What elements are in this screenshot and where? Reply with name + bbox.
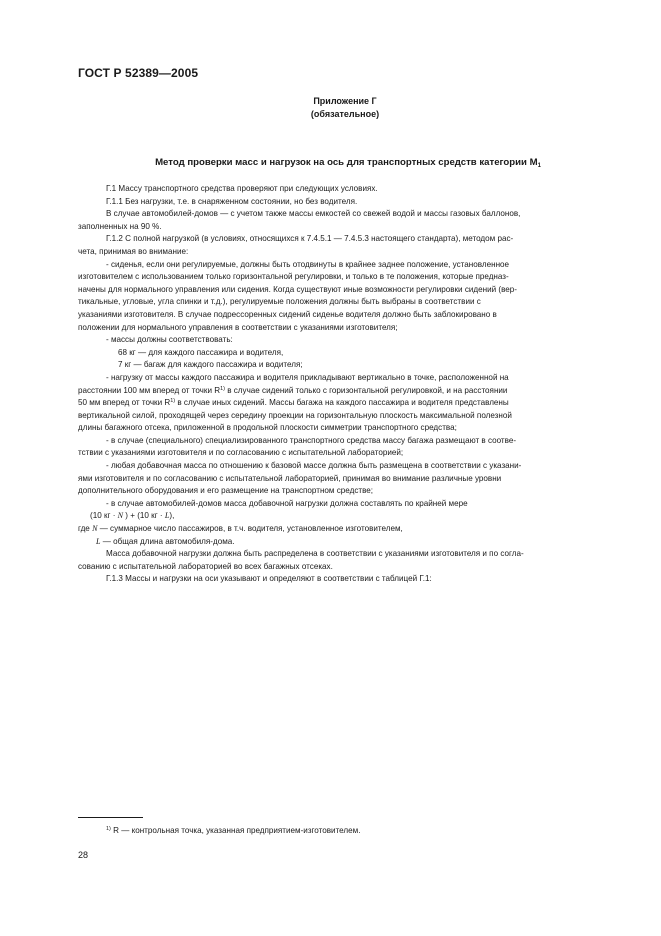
footnote-separator [78,817,143,818]
list-item-line: - в случае автомобилей-домов масса добавочной нагрузки должна составлять по крайней мере [106,498,468,508]
formula-part: ), [169,511,175,521]
footnote-text: R — контрольная точка, указанная предприятием-изготовителем. [110,826,361,835]
annex-title: Приложение Г [313,96,377,106]
paragraph-line: сованию с испытательной лабораторией во всех багажных отсеках. [78,561,333,571]
formula-part: (10 кг · [90,511,118,521]
paragraph-line: заполненных на 90 %. [78,221,162,231]
paragraph-line [78,385,588,398]
paragraph-line: изготовителем с использованием только горизонтальной регулировки, и только в те положения, которые предназ- [78,272,509,282]
text-run: в случае иных сидений. Массы багажа на каждого пассажира и водителя представлены [175,398,509,408]
paragraph-line: Г.1.3 Массы и нагрузки на оси указывают и определяют в соответствии с таблицей Г.1: [106,574,432,584]
mass-line: 68 кг — для каждого пассажира и водителя, [118,347,284,357]
formula-part: ) + (10 кг · [123,511,165,521]
standard-designation: ГОСТ Р 52389—2005 [78,66,199,80]
footnote-mark: 1) [106,826,111,832]
mass-line: 7 кг — багаж для каждого пассажира и водителя; [118,360,303,370]
list-item-line: - массы должны соответствовать: [106,335,233,345]
list-item-line: - в случае (специального) специализированного транспортного средства массу багажа размещают в соотве- [106,435,517,445]
footnote-ref: 1) [220,385,225,392]
text-run: — общая длина автомобиля-дома. [100,536,235,546]
list-item-line: - сиденья, если они регулируемые, должны быть отодвинуты в крайнее заднее положение, установленное [106,259,510,269]
list-item-line: - любая добавочная масса по отношению к базовой массе должна быть размещена в соответствии с указани- [106,461,522,471]
footnote [106,826,360,835]
variable-l: L [96,536,101,546]
paragraph-line: Г.1.2 С полной нагрузкой (в условиях, относящихся к 7.4.5.1 — 7.4.5.3 настоящего стандарта), методом рас- [106,234,514,244]
method-title [78,157,618,169]
paragraph-line: начены для нормального управления или сидения. Когда существуют иные возможности регулировки сидений (вер- [78,284,517,294]
paragraph-line: вертикальной силой, проходящей через середину проекции на горизонтальную плоскость максимальной полезной [78,410,512,420]
method-title-subscript: 1 [537,163,541,169]
method-title-text: Метод проверки масс и нагрузок на ось для транспортных средств категории M [155,157,538,168]
paragraph-line: Масса добавочной нагрузки должна быть распределена в соответствии с указаниями изготовителя и по согла- [106,549,524,559]
text-run: где [78,524,93,534]
paragraph-line: ями изготовителя и по согласованию с испытательной лабораторией, принимая во внимание различные уровни [78,473,502,483]
paragraph-line: чета, принимая во внимание: [78,246,189,256]
variable-n: N [92,524,98,534]
text-run: 50 мм вперед от точки R [78,398,171,408]
paragraph-line: указаниями изготовителя. В случае подрессоренных сидений сиденье водителя должно быть заблокировано в [78,309,497,319]
footnote-ref: 1) [170,398,176,405]
paragraph-line: Г.1.1 Без нагрузки, т.е. в снаряженном состоянии, но без водителя. [106,196,358,206]
text-run: — суммарное число пассажиров, в т.ч. водителя, установленное изготовителем, [97,524,403,534]
page-number: 28 [78,850,89,860]
paragraph-line [78,397,588,410]
paragraph-line [78,523,588,536]
paragraph-line: В случае автомобилей-домов — с учетом также массы емкостей со свежей водой и массы газовых баллонов, [106,209,521,219]
text-run: в случае сидений только с горизонтальной регулировкой, и на расстоянии [224,385,508,395]
formula-variable-n: N [117,511,124,521]
body-text [78,183,588,586]
annex-heading [200,95,490,121]
paragraph-line: положении для нормального управления в соответствии с указаниями изготовителя; [78,322,398,332]
paragraph-line: дополнительного оборудования и его размещение на транспортном средстве; [78,486,374,496]
paragraph-line: тствии с указаниями изготовителя и по согласованию с испытательной лабораторией; [78,448,404,458]
paragraph-line: длины багажного отсека, приложенной в продольной плоскости симметрии транспортного средства; [78,423,457,433]
paragraph-line [78,536,588,549]
paragraph-line: тикальные, угловые, угла спинки и т.д.), регулируемые положения должны быть выбраны в соответствии с [78,297,481,307]
text-run: расстоянии 100 мм вперед от точки R [78,385,221,395]
formula-variable-l: L [164,511,170,521]
paragraph-line: Г.1 Массу транспортного средства проверяют при следующих условиях. [106,184,378,193]
annex-status: (обязательное) [310,109,380,119]
list-item-line: - нагрузку от массы каждого пассажира и водителя прикладывают вертикально в точке, расположенной на [106,372,509,382]
formula-line [78,510,588,523]
